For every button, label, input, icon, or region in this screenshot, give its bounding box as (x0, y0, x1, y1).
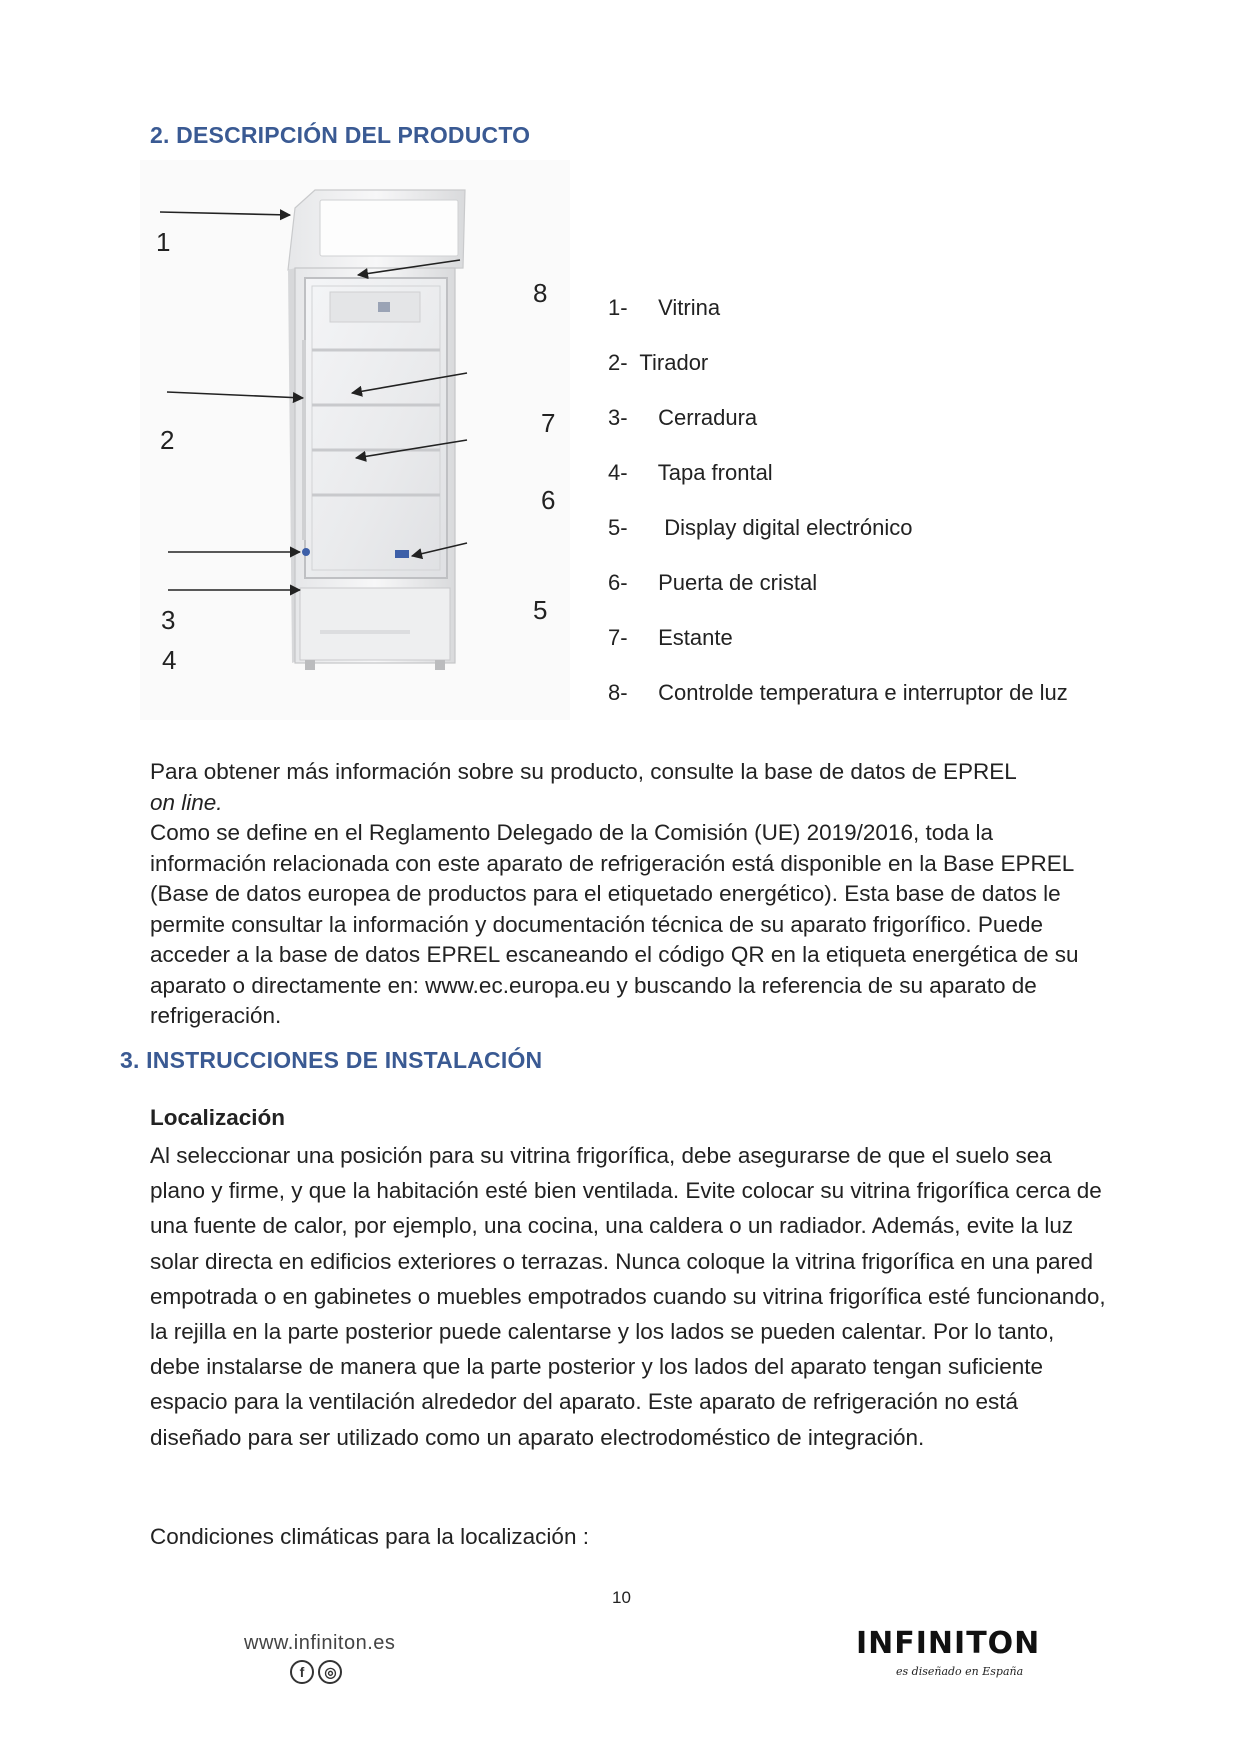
callout-1: 1 (156, 227, 171, 257)
section-2-title: 2. DESCRIPCIÓN DEL PRODUCTO (150, 122, 531, 148)
eprel-paragraph (150, 757, 1090, 1032)
brand-tagline: es diseñado en España (896, 1665, 1024, 1678)
product-diagram (140, 160, 570, 720)
callout-3: 3 (161, 605, 176, 635)
section-3-title: 3. INSTRUCCIONES DE INSTALACIÓN (120, 1047, 543, 1073)
legend-item: 5- Display digital electrónico (608, 515, 913, 540)
localizacion-body: Al seleccionar una posición para su vitrina frigorífica, debe asegurarse de que el suelo sea plano y firme, y que la habitación esté bien ventilada. Evite colocar su vitrina frigorífica cerca de una fuente de calor, por ejemplo, una cocina, una caldera o un radiador. Además, evite la luz solar directa en edificios exteriores o terrazas. Nunca coloque la vitrina frigorífica en una pared empotrada o en gabinetes o muebles empotrados cuando su vitrina frigorífica esté funcionando, la rejilla en la parte posterior puede calentarse y los lados se pueden calentar. Por lo tanto, debe instalarse de manera que la parte posterior y los lados del aparato tengan suficiente espacio para la ventilación alrededor del aparato. Este aparato de refrigeración no está diseñado para ser utilizado como un aparato electrodoméstico de integración. (150, 1143, 1106, 1450)
eprel-intro: Para obtener más información sobre su producto, consulte la base de datos de EPREL (150, 759, 1017, 784)
localizacion-heading: Localización (150, 1105, 286, 1130)
callout-6: 6 (541, 485, 556, 515)
legend-item: 2- Tirador (608, 350, 709, 375)
social-icons (290, 1660, 342, 1684)
callout-7: 7 (541, 408, 556, 438)
climate-conditions: Condiciones climáticas para la localización : (150, 1524, 589, 1549)
callout-8: 8 (533, 278, 548, 308)
callout-4: 4 (162, 645, 177, 675)
legend-item: 6- Puerta de cristal (608, 570, 818, 595)
legend-item: 3- Cerradura (608, 405, 758, 430)
legend-item: 1- Vitrina (608, 295, 721, 320)
facebook-icon[interactable]: f (290, 1660, 314, 1684)
glass-door (305, 278, 447, 578)
legend-item: 8- Controlde temperatura e interruptor de luz (608, 680, 1068, 705)
instagram-icon[interactable]: ◎ (318, 1660, 342, 1684)
legend-item: 7- Estante (608, 625, 733, 650)
eprel-online: on line. (150, 789, 223, 815)
callout-2: 2 (160, 425, 175, 455)
callout-5: 5 (533, 595, 548, 625)
page-number: 10 (612, 1588, 631, 1607)
footer-website[interactable]: www.infiniton.es (244, 1632, 396, 1654)
legend-item: 4- Tapa frontal (608, 460, 773, 485)
brand-logo: INFINITON (856, 1626, 1041, 1661)
eprel-body: Como se define en el Reglamento Delegado de la Comisión (UE) 2019/2016, toda la información relacionada con este aparato de refrigeración está disponible en la Base EPREL (Base de datos europea de productos para el etiquetado energético). Esta base de datos le permite consultar la información y documentación técnica de su aparato frigorífico. Puede acceder a la base de datos EPREL escaneando el código QR en la etiqueta energética de su aparato o directamente en: www.ec.europa.eu y buscando la referencia de su aparato de refrigeración. (150, 820, 1079, 1028)
